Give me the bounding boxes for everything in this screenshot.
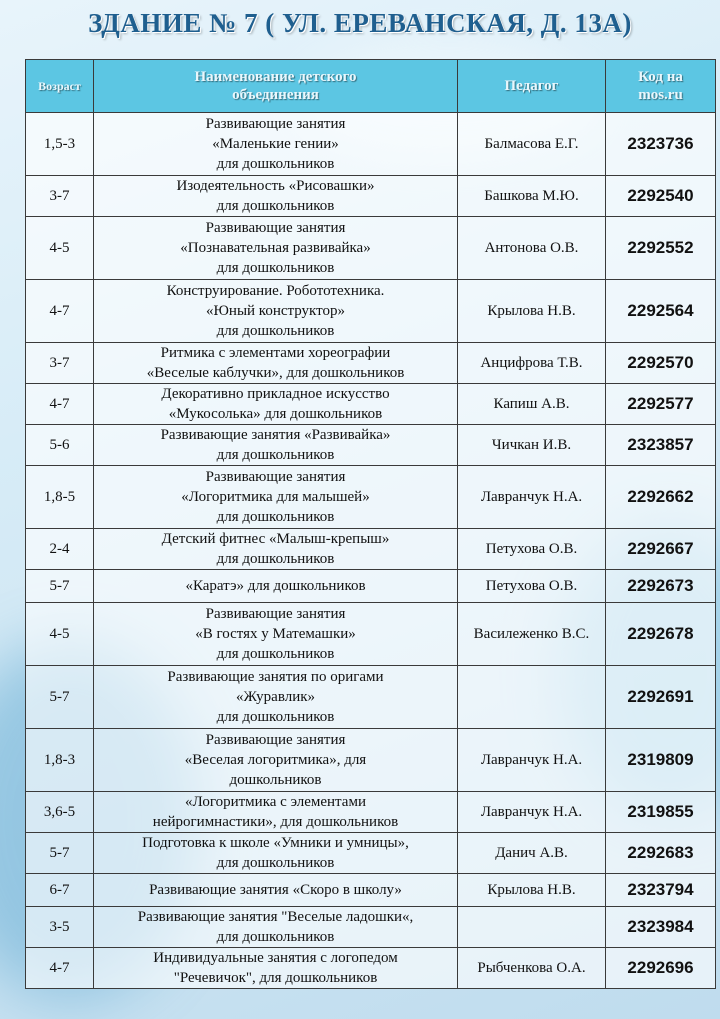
program-name-cell	[94, 666, 458, 729]
table-row	[26, 729, 716, 792]
page-title: ЗДАНИЕ № 7 ( УЛ. ЕРЕВАНСКАЯ, Д. 13А)	[88, 8, 632, 38]
program-name-cell	[94, 570, 458, 603]
table-row	[26, 792, 716, 833]
teacher-cell: Лавранчук Н.А.	[458, 729, 606, 792]
program-name-line: нейрогимнастики», для дошкольников	[152, 814, 399, 830]
teacher-cell: Балмасова Е.Г.	[458, 113, 606, 176]
table-row	[26, 603, 716, 666]
table-row	[26, 425, 716, 466]
program-name-cell	[94, 176, 458, 217]
age-cell: 4-7	[26, 384, 94, 425]
table-row	[26, 948, 716, 989]
table-row	[26, 280, 716, 343]
teacher-cell	[458, 666, 606, 729]
table-row	[26, 217, 716, 280]
program-name-cell	[94, 729, 458, 792]
teacher-cell: Лавранчук Н.А.	[458, 792, 606, 833]
table-row	[26, 833, 716, 874]
program-name-cell	[94, 217, 458, 280]
program-name-line: Декоративно прикладное искусство	[161, 386, 390, 402]
teacher-cell: Петухова О.В.	[458, 529, 606, 570]
program-name-line: «Веселые каблучки», для дошкольников	[146, 365, 405, 381]
header-name-line: Наименование детского	[194, 69, 357, 85]
program-name-line: "Речевичок", для дошкольников	[173, 970, 378, 986]
program-name-line: «Журавлик»	[235, 689, 316, 705]
program-name-line: для дошкольников	[216, 551, 335, 567]
table-row	[26, 113, 716, 176]
program-name-cell	[94, 833, 458, 874]
header-age: Возраст	[26, 60, 94, 113]
age-cell: 3-5	[26, 907, 94, 948]
age-cell: 4-7	[26, 280, 94, 343]
program-name-line: Развивающие занятия	[205, 116, 346, 132]
age-cell: 5-6	[26, 425, 94, 466]
program-name-line: для дошкольников	[216, 323, 335, 339]
program-name-line: для дошкольников	[216, 260, 335, 276]
table-row	[26, 570, 716, 603]
program-name-line: Развивающие занятия	[205, 469, 346, 485]
teacher-cell: Антонова О.В.	[458, 217, 606, 280]
mos-ru-code-cell: 2292570	[606, 343, 716, 384]
mos-ru-code-cell: 2319809	[606, 729, 716, 792]
program-name-line: Развивающие занятия "Веселые ладошки«,	[137, 909, 414, 925]
program-name-line: «Юный конструктор»	[206, 303, 345, 319]
teacher-cell: Рыбченкова О.А.	[458, 948, 606, 989]
age-cell: 4-5	[26, 217, 94, 280]
table-row	[26, 666, 716, 729]
program-name-line: «Логоритмика с элементами	[185, 794, 366, 810]
mos-ru-code-cell: 2292683	[606, 833, 716, 874]
teacher-cell: Крылова Н.В.	[458, 280, 606, 343]
program-name-line: Развивающие занятия	[205, 606, 346, 622]
age-cell: 1,8-3	[26, 729, 94, 792]
program-name-cell	[94, 529, 458, 570]
table-row	[26, 874, 716, 907]
table-row	[26, 529, 716, 570]
program-name-line: «Каратэ» для дошкольников	[185, 578, 366, 594]
program-name-line: Подготовка к школе «Умники и умницы»,	[142, 835, 409, 851]
mos-ru-code-cell: 2292662	[606, 466, 716, 529]
program-name-line: для дошкольников	[216, 929, 335, 945]
program-name-cell	[94, 907, 458, 948]
mos-ru-code-cell: 2292678	[606, 603, 716, 666]
program-name-line: для дошкольников	[216, 855, 335, 871]
teacher-cell: Петухова О.В.	[458, 570, 606, 603]
program-name-line: Конструирование. Робототехника.	[166, 283, 385, 299]
mos-ru-code-cell: 2292667	[606, 529, 716, 570]
program-name-line: «Познавательная развивайка»	[180, 240, 371, 256]
age-cell: 1,8-5	[26, 466, 94, 529]
mos-ru-code-cell: 2323736	[606, 113, 716, 176]
teacher-cell: Лавранчук Н.А.	[458, 466, 606, 529]
program-name-line: Развивающие занятия «Скоро в школу»	[149, 882, 402, 898]
schedule-table	[25, 59, 716, 989]
mos-ru-code-cell: 2292564	[606, 280, 716, 343]
program-name-cell	[94, 384, 458, 425]
age-cell: 3-7	[26, 176, 94, 217]
program-name-line: Развивающие занятия	[205, 732, 346, 748]
table-body	[26, 113, 716, 989]
mos-ru-code-cell: 2323984	[606, 907, 716, 948]
program-name-cell	[94, 280, 458, 343]
program-name-line: дошкольников	[229, 772, 322, 788]
program-name-line: Детский фитнес «Малыш-крепыш»	[161, 531, 390, 547]
teacher-cell: Данич А.В.	[458, 833, 606, 874]
mos-ru-code-cell: 2292673	[606, 570, 716, 603]
teacher-cell: Капиш А.В.	[458, 384, 606, 425]
age-cell: 1,5-3	[26, 113, 94, 176]
header-name	[94, 60, 458, 113]
age-cell: 5-7	[26, 570, 94, 603]
age-cell: 3-7	[26, 343, 94, 384]
program-name-line: «Логоритмика для малышей»	[181, 489, 370, 505]
mos-ru-code-cell: 2292691	[606, 666, 716, 729]
header-code	[606, 60, 716, 113]
table-row	[26, 176, 716, 217]
mos-ru-code-cell: 2323794	[606, 874, 716, 907]
age-cell: 6-7	[26, 874, 94, 907]
table-row	[26, 384, 716, 425]
table-row	[26, 466, 716, 529]
mos-ru-code-cell: 2292696	[606, 948, 716, 989]
program-name-line: для дошкольников	[216, 646, 335, 662]
teacher-cell: Василеженко В.С.	[458, 603, 606, 666]
program-name-cell	[94, 425, 458, 466]
program-name-line: для дошкольников	[216, 509, 335, 525]
header-code-line: Код на	[638, 69, 683, 85]
table-header-row	[26, 60, 716, 113]
program-name-cell	[94, 113, 458, 176]
table-row	[26, 343, 716, 384]
program-name-cell	[94, 343, 458, 384]
program-name-line: Индивидуальные занятия с логопедом	[153, 950, 398, 966]
program-name-line: для дошкольников	[216, 709, 335, 725]
program-name-line: Развивающие занятия по оригами	[167, 669, 384, 685]
mos-ru-code-cell: 2292540	[606, 176, 716, 217]
age-cell: 3,6-5	[26, 792, 94, 833]
header-name-line: объединения	[232, 87, 319, 103]
program-name-line: для дошкольников	[216, 198, 335, 214]
program-name-cell	[94, 466, 458, 529]
age-cell: 2-4	[26, 529, 94, 570]
mos-ru-code-cell: 2292552	[606, 217, 716, 280]
teacher-cell: Анцифрова Т.В.	[458, 343, 606, 384]
age-cell: 4-7	[26, 948, 94, 989]
teacher-cell	[458, 907, 606, 948]
program-name-line: «В гостях у Матемашки»	[195, 626, 356, 642]
program-name-line: для дошкольников	[216, 156, 335, 172]
teacher-cell: Крылова Н.В.	[458, 874, 606, 907]
program-name-line: Развивающие занятия	[205, 220, 346, 236]
program-name-cell	[94, 603, 458, 666]
program-name-line: «Веселая логоритмика», для	[184, 752, 367, 768]
mos-ru-code-cell: 2319855	[606, 792, 716, 833]
mos-ru-code-cell: 2292577	[606, 384, 716, 425]
age-cell: 4-5	[26, 603, 94, 666]
program-name-line: Ритмика с элементами хореографии	[160, 345, 391, 361]
teacher-cell: Чичкан И.В.	[458, 425, 606, 466]
program-name-cell	[94, 792, 458, 833]
age-cell: 5-7	[26, 666, 94, 729]
program-name-line: для дошкольников	[216, 447, 335, 463]
program-name-cell	[94, 948, 458, 989]
program-name-cell	[94, 874, 458, 907]
program-name-line: Развивающие занятия «Развивайка»	[160, 427, 391, 443]
table-row	[26, 907, 716, 948]
program-name-line: Изодеятельность «Рисовашки»	[176, 178, 375, 194]
age-cell: 5-7	[26, 833, 94, 874]
header-teacher: Педагог	[458, 60, 606, 113]
program-name-line: «Мукосолька» для дошкольников	[168, 406, 383, 422]
header-code-line: mos.ru	[638, 87, 683, 103]
mos-ru-code-cell: 2323857	[606, 425, 716, 466]
program-name-line: «Маленькие гении»	[212, 136, 339, 152]
teacher-cell: Башкова М.Ю.	[458, 176, 606, 217]
